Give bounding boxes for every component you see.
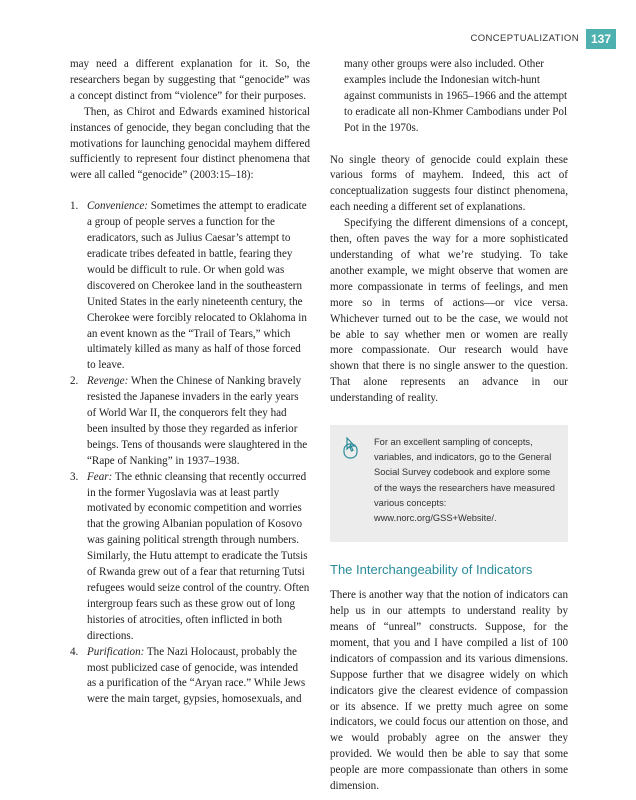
page-header bbox=[470, 28, 616, 49]
list-item: 1. Convenience: Sometimes the attempt to eradicate a group of people serves a function for the eradicators, such as Julius Caesar’s attempt to eradicate tribes defeated in battle, fearing they would be difficult to rule. Or when gold was discovered on Cherokee land in the southeastern United States in the early nineteenth century, the Cherokee were forcibly relocated to Oklahoma in an event known as the “Trail of Tears,” which ultimately killed as many as half of those forced to leave. bbox=[70, 200, 307, 372]
running-head: CONCEPTUALIZATION bbox=[470, 33, 579, 44]
genocide-types-list bbox=[70, 199, 310, 708]
left-column bbox=[70, 57, 310, 708]
section-heading: The Interchangeability of Indicators bbox=[330, 562, 533, 578]
list-continuation: many other groups were also included. Other examples include the Indonesian witch-hunt against communists in 1965–1966 and the attempt to eradicate all non-Khmer Cambodians under Pol Pot in the 1970s. bbox=[344, 58, 568, 134]
list-item: 3. Fear: The ethnic cleansing that recently occurred in the former Yugoslavia was at least partly motivated by economic competition and worries that the growing Albanian population of Kosovo was gaining political strength through numbers. Similarly, the Hutu attempt to eradicate the Tutsis of Rwanda grew out of a fear that returning Tutsi refugees would seize control of the country. Often intergroup fears such as these grow out of long histories of atrocities, often inflicted in both directions. bbox=[70, 470, 310, 642]
paragraph-no-single-theory: No single theory of genocide could explain these various forms of mayhem. Indeed, this act of conceptualization suggests four distinct phenomena, each needing a different set of explanations. bbox=[330, 153, 568, 214]
page-number: 137 bbox=[586, 29, 616, 49]
paragraph-continued: may need a different explanation for it. So, the researchers began by suggesting that “genocide” was a concept distinct from “violence” for their purposes. bbox=[70, 58, 310, 102]
web-callout-box bbox=[330, 425, 568, 542]
callout-text: For an excellent sampling of concepts, variables, and indicators, go to the General Social Survey codebook and explore some of the ways the researchers have measured various concepts: www.norc.org/GSS+Website/. bbox=[374, 437, 555, 524]
list-item: 4. Purification: The Nazi Holocaust, probably the most publicized case of genocide, was intended as a purification of the “Aryan race.” While Jews were the main target, gypsies, homosexuals, and bbox=[70, 645, 306, 706]
paragraph-dimensions: Specifying the different dimensions of a concept, then, often paves the way for a more sophisticated understanding of what we’re studying. To take another example, we might observe that women are more compassionate in terms of feelings, and men more so in terms of actions—or vice versa. Whichever turned out to be the case, we would not be able to say whether men or women are really more compassionate. Our research would have shown that there is no single answer to the question. That alone represents an advance in our understanding of reality. bbox=[330, 217, 568, 405]
paragraph-chirot-edwards: Then, as Chirot and Edwards examined historical instances of genocide, they began concluding that the motivations for launching genocidal mayhem differed sufficiently to represent four distinct phenomena that were all called “genocide” (2003:15–18): bbox=[70, 105, 310, 182]
list-item: 2. Revenge: When the Chinese of Nanking bravely resisted the Japanese invaders in the early years of World War II, the conquerors felt they had been insulted by those they regarded as inferior beings. Tens of thousands were slaughtered in the “Rape of Nanking” in 1937–1938. bbox=[70, 375, 308, 467]
right-column bbox=[330, 57, 568, 795]
paragraph-interchangeability: There is another way that the notion of indicators can help us in our attempts to understand reality by means of “unreal” constructs. Suppose, for the moment, that you and I have compiled a list of 100 indicators of compassion and its various dimensions. Suppose further that we disagree widely on which indicators give the clearest evidence of compassion or its absence. If we pretty much agree on some indicators, we could focus our attention on those, and we would probably agree on the answer they provided. We would then be able to say that some people are more compassionate than others in some dimension. bbox=[330, 589, 568, 793]
mouse-pointer-icon bbox=[342, 435, 362, 526]
